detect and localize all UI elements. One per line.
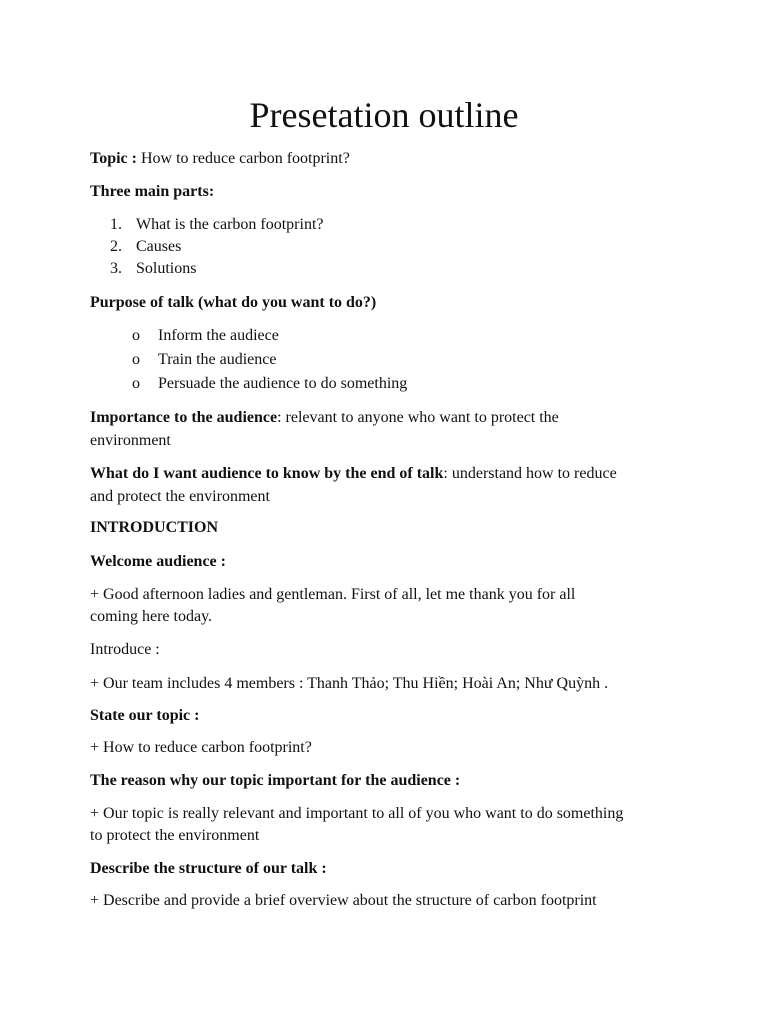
purpose-item: Train the audience bbox=[158, 351, 277, 368]
topic-line bbox=[90, 148, 350, 170]
state-topic-label: State our topic : bbox=[90, 707, 200, 724]
importance-continuation: environment bbox=[90, 432, 171, 449]
reason-continuation: to protect the environment bbox=[90, 827, 260, 844]
welcome-text: + Good afternoon ladies and gentleman. First of all, let me thank you for all bbox=[90, 586, 576, 603]
reason-label: The reason why our topic important for the audience : bbox=[90, 772, 461, 789]
reason-text: + Our topic is really relevant and important to all of you who want to do something bbox=[90, 805, 624, 822]
importance-text: : relevant to anyone who want to protect the bbox=[277, 409, 559, 426]
main-part-text: Solutions bbox=[136, 260, 197, 277]
main-part-number: 3. bbox=[110, 260, 122, 277]
know-label: What do I want audience to know by the end of talk bbox=[90, 465, 444, 482]
main-parts-label: Three main parts: bbox=[90, 183, 215, 200]
bullet-marker: o bbox=[132, 327, 140, 344]
welcome-continuation: coming here today. bbox=[90, 608, 213, 625]
purpose-item: Persuade the audience to do something bbox=[158, 375, 408, 392]
main-part-text: Causes bbox=[136, 238, 182, 255]
page-title: Presetation outline bbox=[249, 95, 519, 135]
topic-label: Topic : bbox=[90, 150, 137, 167]
bullet-marker: o bbox=[132, 351, 140, 368]
bullet-marker: o bbox=[132, 375, 140, 392]
importance-line bbox=[90, 407, 559, 429]
structure-label: Describe the structure of our talk : bbox=[90, 860, 327, 877]
purpose-item: Inform the audiece bbox=[158, 327, 279, 344]
welcome-label: Welcome audience : bbox=[90, 553, 226, 570]
know-line bbox=[90, 463, 617, 485]
structure-text: + Describe and provide a brief overview about the structure of carbon footprint bbox=[90, 892, 597, 909]
know-text: : understand how to reduce bbox=[443, 465, 617, 482]
main-part-number: 1. bbox=[110, 216, 122, 233]
introduce-text: + Our team includes 4 members : Thanh Thảo; Thu Hiền; Hoài An; Như Quỳnh . bbox=[90, 675, 609, 692]
introduce-label: Introduce : bbox=[90, 641, 160, 658]
introduction-heading: INTRODUCTION bbox=[90, 519, 219, 536]
state-topic-text: + How to reduce carbon footprint? bbox=[90, 739, 312, 756]
know-continuation: and protect the environment bbox=[90, 488, 270, 505]
main-part-text: What is the carbon footprint? bbox=[136, 216, 324, 233]
main-part-number: 2. bbox=[110, 238, 122, 255]
topic-value: How to reduce carbon footprint? bbox=[136, 150, 350, 167]
purpose-label: Purpose of talk (what do you want to do?) bbox=[90, 294, 377, 311]
importance-label: Importance to the audience bbox=[90, 409, 278, 426]
